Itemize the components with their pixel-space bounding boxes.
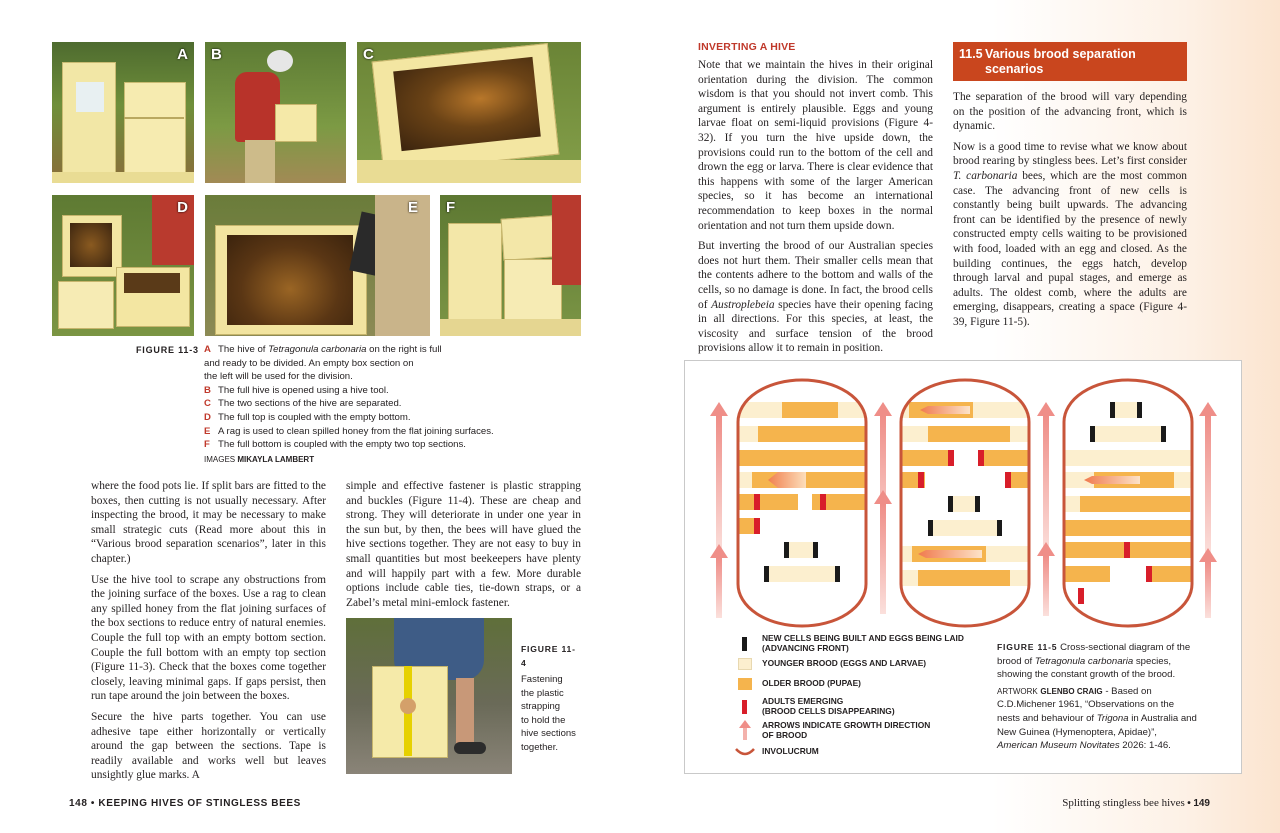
caption-text: The full top is coupled with the empty bottom. xyxy=(218,411,411,423)
inverting-column xyxy=(698,58,933,362)
legend-item xyxy=(738,745,978,759)
caption-line xyxy=(204,411,544,425)
legend-item xyxy=(738,677,978,691)
left-column-2 xyxy=(346,479,581,616)
growth-arrow-icon xyxy=(1199,548,1217,618)
growth-arrow-icon xyxy=(1199,402,1217,556)
caption-line: Fastening xyxy=(521,674,563,685)
photo-d xyxy=(52,195,194,336)
paragraph: Note that we maintain the hives in their original orientation during the division. The common wisdom is that you should not invert comb. This argument is entirely plausible. Eggs and young larvae float on semi-liquid provisions (Figure 4-32). If you turn the hive upside down, the provisions could run to the bottom of the cell and drown the egg or larva. There is clear evidence that this happens with some of the larger American species, so it has become an international recommendation to keep boxes in the normal orientation and not turn them upside down. xyxy=(698,59,933,232)
paragraph xyxy=(698,239,933,356)
diagram-legend xyxy=(738,634,978,759)
photo-d-label: D xyxy=(177,199,188,216)
footer-bullet: • xyxy=(1187,798,1191,809)
paragraph-text: bees, which are the most common case. The advancing front of new cells is constantly being built upwards. The advancing front can be identified by the presence of newly constructed empty cells waiting to be provisioned with food, loaded with an egg and closed. As the building continues, the eggs hatch, develop through larval and pupal stages, and emerge as adults. The oldest comb, where the adults are emerging, disappears, creating a space (Figure 4-39, Figure 11-5). xyxy=(953,169,1187,328)
photo-e xyxy=(205,195,430,336)
paragraph: The separation of the brood will vary depending on the position of the advancing front, which is dynamic. xyxy=(953,91,1187,133)
caption-text: A rag is used to clean spilled honey from the flat joining surfaces. xyxy=(218,425,494,437)
caption-text: The full bottom is coupled with the empty two top sections. xyxy=(218,439,466,451)
caption-species: Tetragonula carbonaria xyxy=(268,344,367,355)
caption-text: on the right is full xyxy=(366,344,442,355)
caption-text: Cross-sectional diagram of the brood of xyxy=(997,642,1191,667)
legend-item xyxy=(738,721,978,740)
legend-item xyxy=(738,697,978,716)
paragraph-text: But inverting the brood of our Australian species does not hurt them. Their smaller cells mean that the contents adhere to the bottom and walls of the cells, so no damage is done. In fact, the brood cells of xyxy=(698,240,933,311)
caption-line xyxy=(204,438,544,452)
nest-b xyxy=(901,380,1029,626)
credit-name: MIKAYLA LAMBERT xyxy=(237,454,315,464)
caption-key: A xyxy=(204,344,211,355)
caption-line xyxy=(204,425,544,439)
legend-item xyxy=(738,634,978,653)
section-title-line: Various brood separation xyxy=(985,47,1136,61)
nest-c xyxy=(1064,380,1192,626)
caption-line: and ready to be divided. An empty box section on xyxy=(204,357,414,369)
footer-bullet: • xyxy=(90,798,95,809)
caption-line: strapping xyxy=(521,701,561,712)
brood-diagram xyxy=(700,368,1230,638)
figure-3-caption xyxy=(204,343,544,466)
section-title xyxy=(985,47,1136,76)
photo-f xyxy=(440,195,581,336)
caption-line: the plastic xyxy=(521,687,564,699)
running-title: Splitting stingless bee hives xyxy=(1062,797,1185,809)
caption-line: hive sections xyxy=(521,728,576,739)
caption-key: B xyxy=(204,384,211,396)
caption-line xyxy=(204,343,544,357)
caption-line: to hold the xyxy=(521,714,566,726)
reference-journal: American Museum Novitates xyxy=(997,740,1120,752)
legend-label: NEW CELLS BEING BUILT AND EGGS BEING LAID (ADVANCING FRONT) xyxy=(762,633,964,653)
paragraph: Secure the hive parts together. You can use adhesive tape either horizontally or vertically around the gap between the sections. Tape is readily available and works well but leaves unsightly glue marks. A xyxy=(91,710,326,782)
caption-line: together. xyxy=(521,741,558,753)
caption-key: F xyxy=(204,439,210,451)
section-number: 11.5 xyxy=(959,47,983,61)
caption-key: C xyxy=(204,398,211,410)
paragraph-text: species have their opening facing in all directions. For this species, at least, the viscosity and surface tension of the brood provisions allow it to remain in position. xyxy=(698,298,933,355)
photo-e-label: E xyxy=(407,199,418,216)
photo-a xyxy=(52,42,194,183)
adults-emerging-icon xyxy=(738,700,752,714)
caption-text: The hive of xyxy=(218,344,269,355)
figure-4-caption xyxy=(521,643,581,754)
growth-arrow-icon xyxy=(1037,542,1055,616)
page-number: 148 xyxy=(69,798,88,809)
nest-a xyxy=(738,380,866,626)
caption-line xyxy=(204,384,544,398)
legend-label: ARROWS INDICATE GROWTH DIRECTION OF BROOD xyxy=(762,720,931,740)
caption-credit xyxy=(997,685,1197,753)
section-heading-box xyxy=(953,42,1187,81)
paragraph-text: Now is a good time to revise what we know about brood rearing by stingless bees. Let’s first consider xyxy=(953,140,1187,168)
caption-text: The two sections of the hive are separated. xyxy=(218,398,402,410)
growth-arrow-icon xyxy=(710,402,728,556)
involucrum-icon xyxy=(738,745,752,759)
figure-3-number: FIGURE 11-3 xyxy=(136,345,199,355)
photo-b-label: B xyxy=(211,46,222,63)
caption-text: The full hive is opened using a hive tool. xyxy=(218,384,389,396)
section-title-line: scenarios xyxy=(985,61,1044,76)
reference-genus: Trigona xyxy=(1096,712,1129,724)
growth-arrow-icon xyxy=(710,544,728,618)
artwork-label: ARTWORK xyxy=(997,686,1038,696)
caption-key: E xyxy=(204,425,211,437)
photo-c-label: C xyxy=(363,46,374,63)
page-number: 149 xyxy=(1193,798,1210,809)
caption-key: D xyxy=(204,411,211,423)
paragraph: Use the hive tool to scrape any obstructions from the joining surface of the boxes. Use a rag to clean any spilled honey from the flat joining surfaces of the box sections to reduce entry of natural enemies. Couple the full top with an empty bottom section. Couple the full bottom with an empty top section (Figure 11-3). Check that the boxes come together closely, leaving minimal gaps. If gaps persist, then run tape around the join between the boxes. xyxy=(91,573,326,703)
photo-c xyxy=(357,42,581,183)
photo-b xyxy=(205,42,346,183)
caption-text: species, showing the constant growth of the brood. xyxy=(997,655,1176,681)
reference-text: 2026: 1-46. xyxy=(1119,740,1171,752)
left-footer xyxy=(69,798,301,809)
figure-4-number: FIGURE 11-4 xyxy=(521,644,576,668)
photo-f-label: F xyxy=(446,199,456,216)
older-brood-icon xyxy=(738,677,752,691)
caption-main xyxy=(997,641,1197,682)
left-column-1 xyxy=(91,479,326,789)
photo-a-label: A xyxy=(177,46,188,63)
figure-5-number: FIGURE 11-5 xyxy=(997,642,1058,652)
figure-5-caption xyxy=(997,641,1197,753)
caption-credit xyxy=(204,453,544,467)
legend-label: OLDER BROOD (PUPAE) xyxy=(762,678,861,689)
legend-label: ADULTS EMERGING (BROOD CELLS DISAPPEARING) xyxy=(762,696,895,716)
growth-arrow-icon xyxy=(1037,402,1055,556)
right-footer xyxy=(1062,797,1210,809)
legend-label: INVOLUCRUM xyxy=(762,746,819,757)
legend-item xyxy=(738,657,978,671)
paragraph: where the food pots lie. If split bars are fitted to the boxes, then cutting is not usually necessary. After inspecting the brood, it may be necessary to make small strategic cuts (Read more about this in “Various brood separation scenarios”, later in this chapter.) xyxy=(91,480,326,565)
paragraph: simple and effective fastener is plastic strapping and buckles (Figure 11-4). These are cheap and strong. They will deteriorate in under one year in the sun but, by then, the bees will have glued the hive sections together. They are not easy to buy in small quantities but most beekeepers have plenty and will happily part with a few. More durable options include cable ties, tie-down straps, or a Zabel’s metal mini-emlock fastener. xyxy=(346,480,581,609)
strapping-photo xyxy=(346,618,512,774)
running-title: KEEPING HIVES OF STINGLESS BEES xyxy=(98,798,301,809)
species-name: T. carbonaria xyxy=(953,169,1018,182)
reference-text: - Based on C.D.Michener 1961, “Observations on the nests and behaviour of xyxy=(997,685,1175,724)
genus-name: Austroplebeia xyxy=(711,298,775,311)
section-column xyxy=(953,90,1187,336)
inverting-heading: INVERTING A HIVE xyxy=(698,41,796,53)
legend-label: YOUNGER BROOD (EGGS AND LARVAE) xyxy=(762,658,927,669)
paragraph xyxy=(953,140,1187,330)
growth-arrow-icon xyxy=(874,490,892,614)
advancing-front-icon xyxy=(738,637,752,651)
credit-label: IMAGES xyxy=(204,454,236,464)
younger-brood-icon xyxy=(738,657,752,671)
reference-text: in Australia and New Guinea (Hymenoptera, Apidae)”, xyxy=(997,712,1197,738)
caption-line: the left will be used for the division. xyxy=(204,371,353,383)
caption-species: Tetragonula carbonaria xyxy=(1034,655,1134,667)
caption-line xyxy=(204,397,544,411)
artwork-name: GLENBO CRAIG xyxy=(1040,686,1103,696)
growth-arrow-icon xyxy=(738,724,752,738)
